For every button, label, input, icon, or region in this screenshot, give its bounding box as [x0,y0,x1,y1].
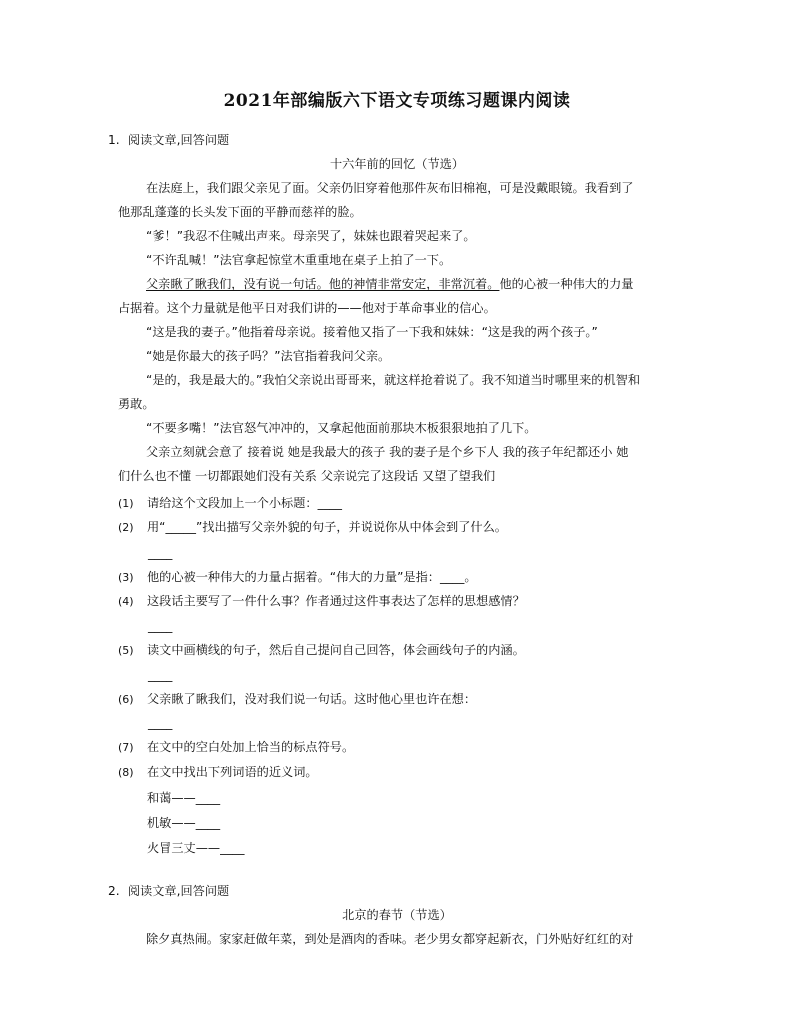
sub-question [118,495,342,512]
paragraph-line: “她是你最大的孩子吗？”法官指着我问父亲。 [146,349,391,363]
passage-title: 十六年前的回忆（节选） [329,157,465,171]
sub-question [118,569,477,586]
paragraph-line: 们什么也不懂 一切都跟她们没有关系 父亲说完了这段话 又望了望我们 [118,469,496,483]
paragraph-line: 除夕真热闹。家家赶做年菜，到处是酒肉的香味。老少男女都穿起新衣，门外贴好红红的对 [146,932,634,946]
sub-question-text: 在文中找出下列词语的近义词。 [147,765,318,779]
paragraph-line: 在法庭上，我们跟父亲见了面。父亲仍旧穿着他那件灰布旧棉袍，可是没戴眼镜。我看到了 [146,181,634,195]
paragraph-line: 占据着。这个力量就是他平日对我们讲的——他对于革命事业的信心。 [118,301,496,315]
page-title: 2021年部编版六下语文专项练习题课内阅读 [223,91,571,111]
sub-question [118,739,354,756]
paragraph-line: 父亲立刻就会意了 接着说 她是我最大的孩子 我的妻子是个乡下人 我的孩子年纪都还小 她 [146,445,629,459]
sub-question [118,519,507,536]
sub-question-number: (8) [118,766,134,779]
paragraph-line: “不许乱喊！”法官拿起惊堂木重重地在桌子上拍了一下。 [146,253,452,267]
answer-blank: ____ [148,716,173,730]
answer-blank: ____ [148,546,173,560]
sentence-text: 他的心被一种伟大的力量 [499,277,634,291]
sub-question-number: (6) [118,693,134,706]
sub-question-number: (5) [118,644,134,657]
underlined-sentence: 父亲瞅了瞅我们，没有说一句话。他的神情非常安定，非常沉着。 [146,277,500,291]
sub-question-text: 父亲瞅了瞅我们，没对我们说一句话。这时他心里也许在想： [147,692,477,706]
question-1-header [108,132,229,148]
sub-question-number: (2) [118,521,134,534]
question-instruction: 阅读文章,回答问题 [127,133,230,147]
paragraph-line: 勇敢。 [118,397,155,411]
sub-question [118,691,476,708]
question-number: 2. [108,884,120,898]
sub-question [118,642,525,659]
sub-question [118,764,318,781]
question-2-header [108,883,229,899]
sub-question-text: 他的心被一种伟大的力量占据着。“伟大的力量”是指：____。 [147,570,477,584]
paragraph-line: “不要多嘴！”法官怒气冲冲的，又拿起他面前那块木板狠狠地拍了几下。 [146,421,537,435]
paragraph-line: 他那乱蓬蓬的长头发下面的平静而慈祥的脸。 [118,205,362,219]
synonym-item: 和蔼——____ [147,791,221,805]
synonym-item: 火冒三丈——____ [147,841,245,855]
paragraph-line: “这是我的妻子。”他指着母亲说。接着他又指了一下我和妹妹：“这是我的两个孩子。” [146,325,598,339]
passage-title: 北京的春节（节选） [342,908,452,922]
sub-question-number: (4) [118,595,134,608]
sub-question-text: 读文中画横线的句子，然后自己提问自己回答，体会画线句子的内涵。 [147,643,525,657]
paragraph-line: “爹！”我忍不住喊出声来。母亲哭了，妹妹也跟着哭起来了。 [146,229,476,243]
synonym-item: 机敏——____ [147,816,221,830]
sub-question-number: (3) [118,571,134,584]
answer-blank: ____ [148,668,173,682]
sub-question-text: 用“_____”找出描写父亲外貌的句子，并说说你从中体会到了什么。 [147,520,507,534]
question-instruction: 阅读文章,回答问题 [127,884,230,898]
paragraph-line: “是的，我是最大的。”我怕父亲说出哥哥来，就这样抢着说了。我不知道当时哪里来的机智和 [146,373,641,387]
sub-question [118,593,525,610]
sub-question-number: (1) [118,497,134,510]
sub-question-text: 请给这个文段加上一个小标题：____ [147,496,342,510]
sub-question-number: (7) [118,741,134,754]
sub-question-text: 在文中的空白处加上恰当的标点符号。 [147,740,355,754]
question-number: 1. [108,133,120,147]
sub-question-text: 这段话主要写了一件什么事？作者通过这件事表达了怎样的思想感情？ [147,594,525,608]
answer-blank: ____ [148,619,173,633]
paragraph-line [146,276,634,292]
